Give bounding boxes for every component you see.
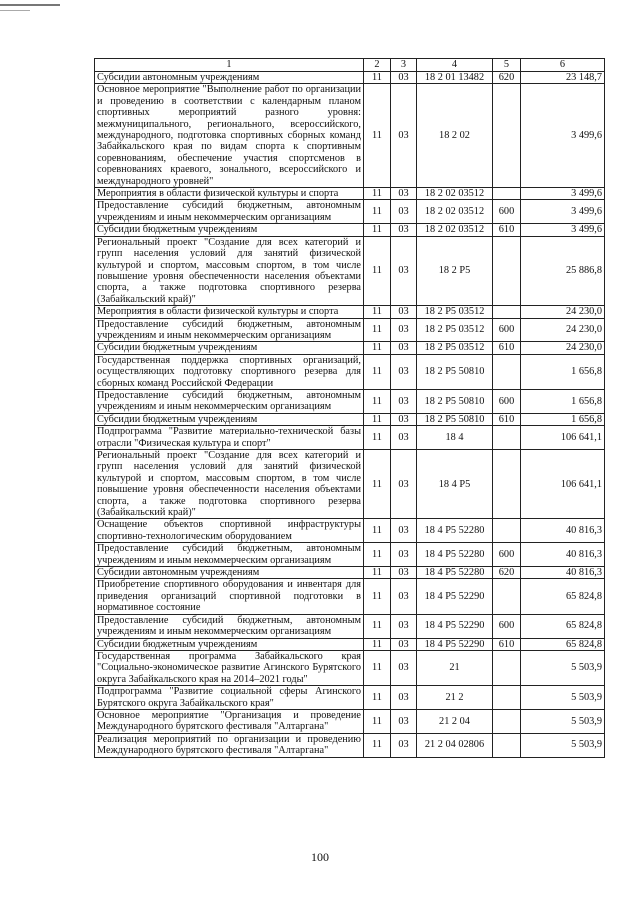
row-target-code-cell: 18 4 P5 52290: [417, 614, 493, 638]
row-target-code-cell: 18 2 02 03512: [417, 224, 493, 236]
row-name-cell: Основное мероприятие "Организация и проведение Международного бурятского фестиваля "Алтаргана": [95, 709, 364, 733]
row-section-cell: 11: [364, 543, 391, 567]
scan-artifact: [0, 4, 60, 6]
row-expense-type-cell: 610: [493, 342, 521, 354]
row-name-cell: Субсидии бюджетным учреждениям: [95, 224, 364, 236]
table-row: [95, 200, 605, 224]
page-number: 100: [311, 850, 329, 864]
row-amount-cell: 3 499,6: [521, 200, 605, 224]
row-section-cell: 11: [364, 614, 391, 638]
row-amount-cell: 5 503,9: [521, 733, 605, 757]
column-header-expense-type: 5: [493, 59, 521, 72]
table-row: [95, 318, 605, 342]
row-target-code-cell: 18 2 P5 50810: [417, 413, 493, 425]
row-target-code-cell: 21 2 04: [417, 709, 493, 733]
row-subsection-cell: 03: [391, 389, 417, 413]
row-target-code-cell: 18 2 02 03512: [417, 188, 493, 200]
row-expense-type-cell: [493, 579, 521, 614]
table-row: [95, 614, 605, 638]
table-row: [95, 638, 605, 650]
row-section-cell: 11: [364, 72, 391, 84]
row-expense-type-cell: 600: [493, 200, 521, 224]
row-subsection-cell: 03: [391, 236, 417, 305]
row-amount-cell: 1 656,8: [521, 389, 605, 413]
row-target-code-cell: 18 4 P5 52280: [417, 567, 493, 579]
row-target-code-cell: 18 4 P5 52280: [417, 543, 493, 567]
row-target-code-cell: 18 4 P5 52290: [417, 638, 493, 650]
row-expense-type-cell: 620: [493, 567, 521, 579]
row-subsection-cell: 03: [391, 188, 417, 200]
row-name-cell: Субсидии бюджетным учреждениям: [95, 638, 364, 650]
row-amount-cell: 1 656,8: [521, 413, 605, 425]
row-expense-type-cell: 600: [493, 614, 521, 638]
row-amount-cell: 106 641,1: [521, 426, 605, 450]
row-subsection-cell: 03: [391, 224, 417, 236]
row-subsection-cell: 03: [391, 318, 417, 342]
row-amount-cell: 23 148,7: [521, 72, 605, 84]
row-name-cell: Предоставление субсидий бюджетным, автономным учреждениям и иным некоммерческим организациям: [95, 318, 364, 342]
row-subsection-cell: 03: [391, 650, 417, 685]
row-subsection-cell: 03: [391, 306, 417, 318]
row-section-cell: 11: [364, 519, 391, 543]
row-expense-type-cell: [493, 188, 521, 200]
row-section-cell: 11: [364, 188, 391, 200]
table-row: [95, 413, 605, 425]
row-section-cell: 11: [364, 200, 391, 224]
row-target-code-cell: 18 4: [417, 426, 493, 450]
row-name-cell: Региональный проект "Создание для всех категорий и групп населения условий для занятий физической культурой и спортом, массовым спортом, в том числе повышение уровня обеспеченности населения объектами спорта, а также подготовка спортивного резерва (Забайкальский край)": [95, 450, 364, 519]
row-target-code-cell: 18 2 P5 03512: [417, 342, 493, 354]
table-row: [95, 543, 605, 567]
row-name-cell: Приобретение спортивного оборудования и инвентаря для приведения организаций спортивной подготовки в нормативное состояние: [95, 579, 364, 614]
row-expense-type-cell: [493, 650, 521, 685]
row-expense-type-cell: [493, 450, 521, 519]
row-section-cell: 11: [364, 306, 391, 318]
row-subsection-cell: 03: [391, 413, 417, 425]
row-subsection-cell: 03: [391, 84, 417, 188]
row-expense-type-cell: [493, 354, 521, 389]
row-section-cell: 11: [364, 224, 391, 236]
row-amount-cell: 65 824,8: [521, 579, 605, 614]
row-section-cell: 11: [364, 236, 391, 305]
row-section-cell: 11: [364, 567, 391, 579]
table-row: [95, 354, 605, 389]
row-amount-cell: 5 503,9: [521, 686, 605, 710]
row-section-cell: 11: [364, 354, 391, 389]
row-name-cell: Субсидии автономным учреждениям: [95, 72, 364, 84]
column-header-section: 2: [364, 59, 391, 72]
row-subsection-cell: 03: [391, 686, 417, 710]
row-amount-cell: 25 886,8: [521, 236, 605, 305]
row-expense-type-cell: [493, 84, 521, 188]
table-body: [95, 72, 605, 758]
row-section-cell: 11: [364, 84, 391, 188]
row-subsection-cell: 03: [391, 200, 417, 224]
table-row: [95, 306, 605, 318]
row-section-cell: 11: [364, 318, 391, 342]
row-name-cell: Подпрограмма "Развитие социальной сферы Агинского Бурятского округа Забайкальского края": [95, 686, 364, 710]
row-amount-cell: 24 230,0: [521, 306, 605, 318]
row-subsection-cell: 03: [391, 342, 417, 354]
row-amount-cell: 40 816,3: [521, 543, 605, 567]
row-name-cell: Субсидии бюджетным учреждениям: [95, 413, 364, 425]
row-section-cell: 11: [364, 413, 391, 425]
row-amount-cell: 5 503,9: [521, 709, 605, 733]
row-subsection-cell: 03: [391, 709, 417, 733]
row-section-cell: 11: [364, 426, 391, 450]
row-name-cell: Предоставление субсидий бюджетным, автономным учреждениям и иным некоммерческим организациям: [95, 614, 364, 638]
row-section-cell: 11: [364, 709, 391, 733]
row-amount-cell: 3 499,6: [521, 84, 605, 188]
table-row: [95, 389, 605, 413]
row-expense-type-cell: [493, 236, 521, 305]
row-subsection-cell: 03: [391, 579, 417, 614]
row-amount-cell: 3 499,6: [521, 188, 605, 200]
row-section-cell: 11: [364, 389, 391, 413]
row-expense-type-cell: [493, 519, 521, 543]
row-section-cell: 11: [364, 686, 391, 710]
row-name-cell: Государственная программа Забайкальского края "Социально-экономическое развитие Агинского Бурятского округа Забайкальского края на 2014–2021 годы": [95, 650, 364, 685]
row-amount-cell: 1 656,8: [521, 354, 605, 389]
table-row: [95, 567, 605, 579]
table-row: [95, 650, 605, 685]
row-name-cell: Предоставление субсидий бюджетным, автономным учреждениям и иным некоммерческим организациям: [95, 389, 364, 413]
row-target-code-cell: 18 4 P5: [417, 450, 493, 519]
row-expense-type-cell: [493, 709, 521, 733]
table-row: [95, 188, 605, 200]
table-row: [95, 709, 605, 733]
row-expense-type-cell: 600: [493, 318, 521, 342]
row-target-code-cell: 18 2 P5: [417, 236, 493, 305]
row-expense-type-cell: [493, 733, 521, 757]
row-expense-type-cell: [493, 306, 521, 318]
row-expense-type-cell: [493, 426, 521, 450]
row-target-code-cell: 21 2: [417, 686, 493, 710]
row-expense-type-cell: [493, 686, 521, 710]
row-target-code-cell: 21 2 04 02806: [417, 733, 493, 757]
row-subsection-cell: 03: [391, 567, 417, 579]
row-amount-cell: 40 816,3: [521, 567, 605, 579]
row-name-cell: Государственная поддержка спортивных организаций, осуществляющих подготовку спортивного резерва для сборных команд Российской Федерации: [95, 354, 364, 389]
row-subsection-cell: 03: [391, 614, 417, 638]
row-amount-cell: 106 641,1: [521, 450, 605, 519]
row-name-cell: Реализация мероприятий по организации и проведению Международного бурятского фестиваля "Алтаргана": [95, 733, 364, 757]
row-expense-type-cell: 610: [493, 413, 521, 425]
row-subsection-cell: 03: [391, 354, 417, 389]
row-name-cell: Подпрограмма "Развитие материально-технической базы отрасли "Физическая культура и спорт": [95, 426, 364, 450]
row-section-cell: 11: [364, 650, 391, 685]
table-row: [95, 519, 605, 543]
row-name-cell: Оснащение объектов спортивной инфраструктуры спортивно-технологическим оборудованием: [95, 519, 364, 543]
row-section-cell: 11: [364, 638, 391, 650]
row-amount-cell: 40 816,3: [521, 519, 605, 543]
row-expense-type-cell: 600: [493, 543, 521, 567]
row-target-code-cell: 18 4 P5 52290: [417, 579, 493, 614]
table-row: [95, 733, 605, 757]
row-name-cell: Мероприятия в области физической культуры и спорта: [95, 188, 364, 200]
table-row: [95, 426, 605, 450]
row-subsection-cell: 03: [391, 72, 417, 84]
row-target-code-cell: 18 2 P5 50810: [417, 389, 493, 413]
row-expense-type-cell: 600: [493, 389, 521, 413]
row-amount-cell: 24 230,0: [521, 318, 605, 342]
row-name-cell: Предоставление субсидий бюджетным, автономным учреждениям и иным некоммерческим организациям: [95, 200, 364, 224]
row-subsection-cell: 03: [391, 543, 417, 567]
row-target-code-cell: 21: [417, 650, 493, 685]
row-target-code-cell: 18 2 P5 03512: [417, 318, 493, 342]
budget-table: [94, 58, 605, 758]
row-target-code-cell: 18 2 01 13482: [417, 72, 493, 84]
row-name-cell: Субсидии автономным учреждениям: [95, 567, 364, 579]
column-header-subsection: 3: [391, 59, 417, 72]
row-subsection-cell: 03: [391, 519, 417, 543]
row-amount-cell: 65 824,8: [521, 614, 605, 638]
column-header-target-code: 4: [417, 59, 493, 72]
row-name-cell: Предоставление субсидий бюджетным, автономным учреждениям и иным некоммерческим организациям: [95, 543, 364, 567]
row-target-code-cell: 18 4 P5 52280: [417, 519, 493, 543]
row-section-cell: 11: [364, 450, 391, 519]
table-header-row: [95, 59, 605, 72]
row-name-cell: Региональный проект "Создание для всех категорий и групп населения условий для занятий физической культурой и спортом, массовым спортом, в том числе повышение уровня обеспеченности населения объектами спорта, а также подготовка спортивного резерва (Забайкальский край)": [95, 236, 364, 305]
row-subsection-cell: 03: [391, 638, 417, 650]
table-row: [95, 236, 605, 305]
row-amount-cell: 5 503,9: [521, 650, 605, 685]
row-name-cell: Мероприятия в области физической культуры и спорта: [95, 306, 364, 318]
table-row: [95, 84, 605, 188]
row-subsection-cell: 03: [391, 426, 417, 450]
row-target-code-cell: 18 2 02 03512: [417, 200, 493, 224]
row-expense-type-cell: 610: [493, 224, 521, 236]
row-amount-cell: 24 230,0: [521, 342, 605, 354]
column-header-name: 1: [95, 59, 364, 72]
row-target-code-cell: 18 2 02: [417, 84, 493, 188]
table-row: [95, 579, 605, 614]
row-amount-cell: 3 499,6: [521, 224, 605, 236]
row-section-cell: 11: [364, 733, 391, 757]
scan-artifact: [0, 10, 30, 11]
row-name-cell: Основное мероприятие "Выполнение работ по организации и проведению в соответствии с календарным планом спортивных мероприятий разного уровня: межмуниципального, регионального, всероссийского, международного, подготовка спортивных сборных команд Забайкальского края по видам спорта к спортивным соревнованиям, обеспечение участия спортсменов в соревнованиях краевого, зонального, всероссийского и международного уровней": [95, 84, 364, 188]
table-row: [95, 342, 605, 354]
row-expense-type-cell: 620: [493, 72, 521, 84]
column-header-amount: 6: [521, 59, 605, 72]
row-name-cell: Субсидии бюджетным учреждениям: [95, 342, 364, 354]
row-section-cell: 11: [364, 579, 391, 614]
row-target-code-cell: 18 2 P5 50810: [417, 354, 493, 389]
table-row: [95, 686, 605, 710]
table-row: [95, 72, 605, 84]
row-section-cell: 11: [364, 342, 391, 354]
row-amount-cell: 65 824,8: [521, 638, 605, 650]
table-row: [95, 450, 605, 519]
row-target-code-cell: 18 2 P5 03512: [417, 306, 493, 318]
row-expense-type-cell: 610: [493, 638, 521, 650]
row-subsection-cell: 03: [391, 450, 417, 519]
row-subsection-cell: 03: [391, 733, 417, 757]
table-row: [95, 224, 605, 236]
